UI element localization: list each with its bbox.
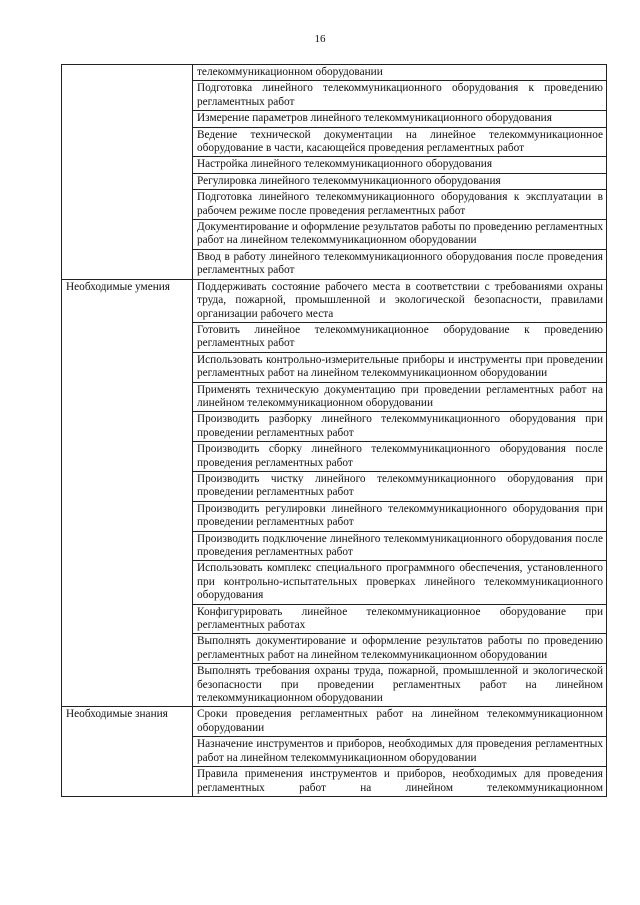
table-cell-text: Ввод в работу линейного телекоммуникационного оборудования после проведения регламентных работ bbox=[193, 249, 607, 279]
table-cell-text: Настройка линейного телекоммуникационного оборудования bbox=[193, 157, 607, 173]
table-cell-text: Регулировка линейного телекоммуникационного оборудования bbox=[193, 173, 607, 189]
table-cell-text: Использовать контрольно-измерительные приборы и инструменты при проведении регламентных работ на линейном телекоммуникационном оборудовании bbox=[193, 352, 607, 382]
table-cell-text: Правила применения инструментов и приборов, необходимых для проведения регламентных работ на линейном телекоммуникационном bbox=[193, 767, 607, 797]
table-cell-text: Готовить линейное телекоммуникационное оборудование к проведению регламентных работ bbox=[193, 322, 607, 352]
table-cell-text: Поддерживать состояние рабочего места в соответствии с требованиями охраны труда, пожарной, промышленной и экологической безопасности, правилами организации рабочего места bbox=[193, 279, 607, 322]
row-group-label: Необходимые знания bbox=[62, 707, 193, 796]
table-cell-text: Применять техническую документацию при проведении регламентных работ на линейном телекоммуникационном оборудовании bbox=[193, 382, 607, 412]
table-cell-text: Производить подключение линейного телекоммуникационного оборудования после проведения регламентных работ bbox=[193, 531, 607, 561]
table-cell-text: Производить чистку линейного телекоммуникационного оборудования при проведении регламентных работ bbox=[193, 471, 607, 501]
table-cell-text: Производить сборку линейного телекоммуникационного оборудования после проведения регламентных работ bbox=[193, 442, 607, 472]
row-group-label: Необходимые умения bbox=[62, 279, 193, 707]
table-cell-text: Выполнять требования охраны труда, пожарной, промышленной и экологической безопасности при проведении регламентных работ на линейном телекоммуникационном оборудовании bbox=[193, 664, 607, 707]
qualification-table bbox=[61, 64, 607, 797]
table-row bbox=[62, 65, 607, 81]
table-cell-text: Выполнять документирование и оформление результатов работы по проведению регламентных работ на линейном телекоммуникационном оборудовании bbox=[193, 634, 607, 664]
table-cell-text: Подготовка линейного телекоммуникационного оборудования к эксплуатации в рабочем режиме после проведения регламентных работ bbox=[193, 190, 607, 220]
table-cell-text: Документирование и оформление результатов работы по проведению регламентных работ на линейном телекоммуникационном оборудовании bbox=[193, 220, 607, 250]
page-number: 16 bbox=[314, 33, 326, 45]
table-row bbox=[62, 279, 607, 322]
table-cell-text: Производить разборку линейного телекоммуникационного оборудования при проведении регламентных работ bbox=[193, 412, 607, 442]
table-row bbox=[62, 707, 607, 737]
table-cell-text: Сроки проведения регламентных работ на линейном телекоммуникационном оборудовании bbox=[193, 707, 607, 737]
table-cell-text: Конфигурировать линейное телекоммуникационное оборудование при регламентных работах bbox=[193, 604, 607, 634]
table-cell-text: Измерение параметров линейного телекоммуникационного оборудования bbox=[193, 111, 607, 127]
table-cell-text: Использовать комплекс специального программного обеспечения, установленного при контрольно-испытательных проверках линейного телекоммуникационного оборудования bbox=[193, 561, 607, 604]
table-cell-text: телекоммуникационном оборудовании bbox=[193, 65, 607, 81]
table-cell-text: Производить регулировки линейного телекоммуникационного оборудования при проведении регламентных работ bbox=[193, 501, 607, 531]
table-cell-text: Подготовка линейного телекоммуникационного оборудования к проведению регламентных работ bbox=[193, 81, 607, 111]
table-cell-text: Назначение инструментов и приборов, необходимых для проведения регламентных работ на линейном телекоммуникационном оборудовании bbox=[193, 737, 607, 767]
table-body bbox=[62, 65, 607, 797]
table-cell-text: Ведение технической документации на линейное телекоммуникационное оборудование в части, касающейся проведения регламентных работ bbox=[193, 127, 607, 157]
row-group-label bbox=[62, 65, 193, 280]
